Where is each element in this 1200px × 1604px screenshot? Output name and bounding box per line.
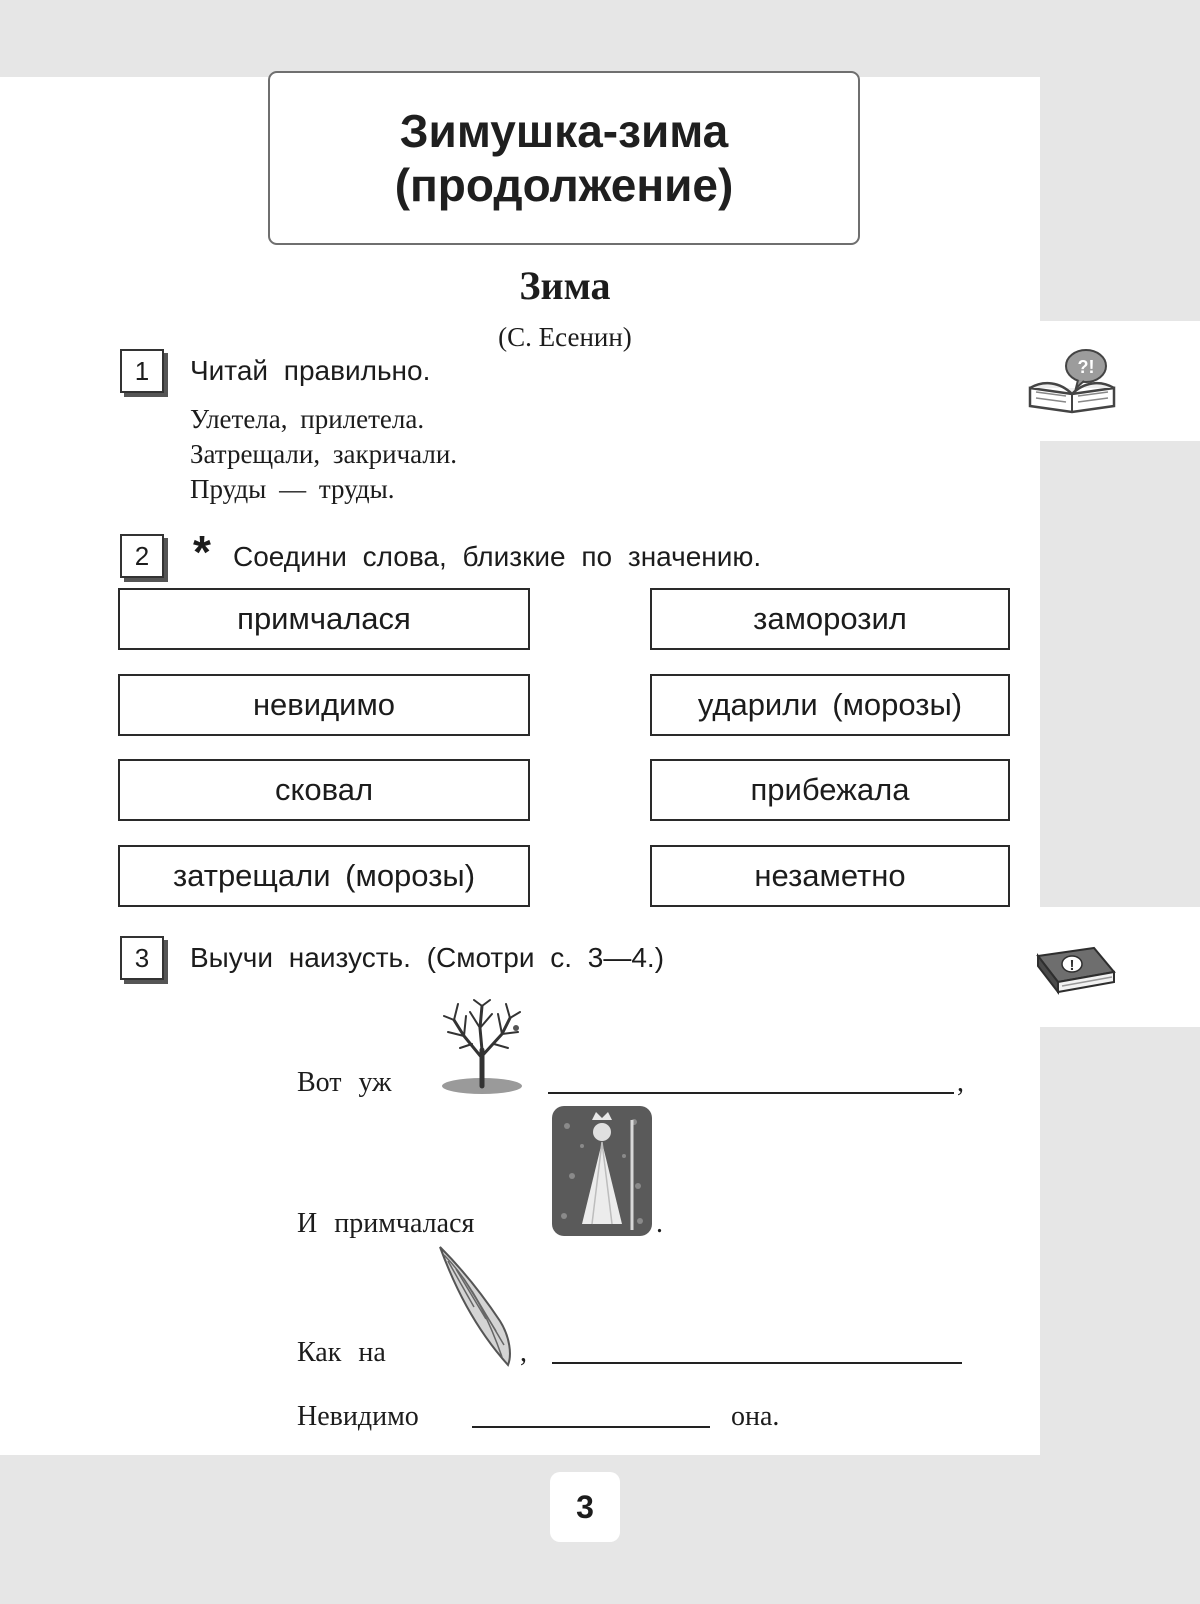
- rebus-line-3-comma: ,: [520, 1337, 527, 1368]
- book-exclamation-icon: [1034, 942, 1118, 1000]
- task-3-instruction: Выучи наизусть. (Смотри с. 3—4.): [190, 942, 665, 973]
- rebus-line-2-period: .: [656, 1208, 663, 1239]
- word-box-right[interactable]: заморозил: [650, 588, 1010, 650]
- poem-author: (С. Есенин): [498, 322, 632, 352]
- open-book-question-icon: [1026, 348, 1120, 418]
- rebus-line-1-text: Вот уж: [297, 1067, 392, 1098]
- difficulty-star-icon: *: [193, 526, 211, 578]
- tree-icon: [436, 998, 528, 1098]
- reading-line: Пруды — труды.: [190, 474, 395, 504]
- word-box-left[interactable]: примчалася: [118, 588, 530, 650]
- rebus-blank-2[interactable]: [552, 1362, 962, 1364]
- snow-queen-icon: [552, 1106, 652, 1236]
- page-number: 3: [550, 1472, 620, 1542]
- task-number-3: 3: [120, 936, 164, 980]
- task-number-1: 1: [120, 349, 164, 393]
- rebus-line-4-end: она.: [731, 1401, 780, 1432]
- word-box-left[interactable]: затрещали (морозы): [118, 845, 530, 907]
- svg-text:!: !: [1069, 957, 1075, 974]
- rebus-line-1-comma: ,: [957, 1067, 964, 1098]
- poem-title: Зима: [519, 263, 611, 308]
- rebus-line-3-text: Как на: [297, 1337, 386, 1368]
- word-box-left[interactable]: сковал: [118, 759, 530, 821]
- task-number-2: 2: [120, 534, 164, 578]
- lesson-title-line1: Зимушка-зима: [399, 105, 729, 157]
- word-box-right[interactable]: прибежала: [650, 759, 1010, 821]
- rebus-line-2-text: И примчалася: [297, 1208, 475, 1239]
- rebus-blank-3[interactable]: [472, 1426, 710, 1428]
- reading-line: Улетела, прилетела.: [190, 404, 425, 434]
- rebus-blank-1[interactable]: [548, 1092, 954, 1094]
- word-box-left[interactable]: невидимо: [118, 674, 530, 736]
- lesson-title-line2: (продолжение): [394, 159, 734, 211]
- wing-icon: [434, 1245, 520, 1369]
- word-box-right[interactable]: незаметно: [650, 845, 1010, 907]
- reading-line: Затрещали, закричали.: [190, 439, 458, 469]
- task-2-instruction: Соедини слова, близкие по значению.: [233, 541, 762, 572]
- word-box-right[interactable]: ударили (морозы): [650, 674, 1010, 736]
- lesson-title-box: [268, 71, 860, 245]
- rebus-line-4-text: Невидимо: [297, 1401, 419, 1432]
- task-1-instruction: Читай правильно.: [190, 355, 431, 386]
- svg-text:?!: ?!: [1077, 357, 1095, 377]
- reading-lines: [190, 402, 457, 507]
